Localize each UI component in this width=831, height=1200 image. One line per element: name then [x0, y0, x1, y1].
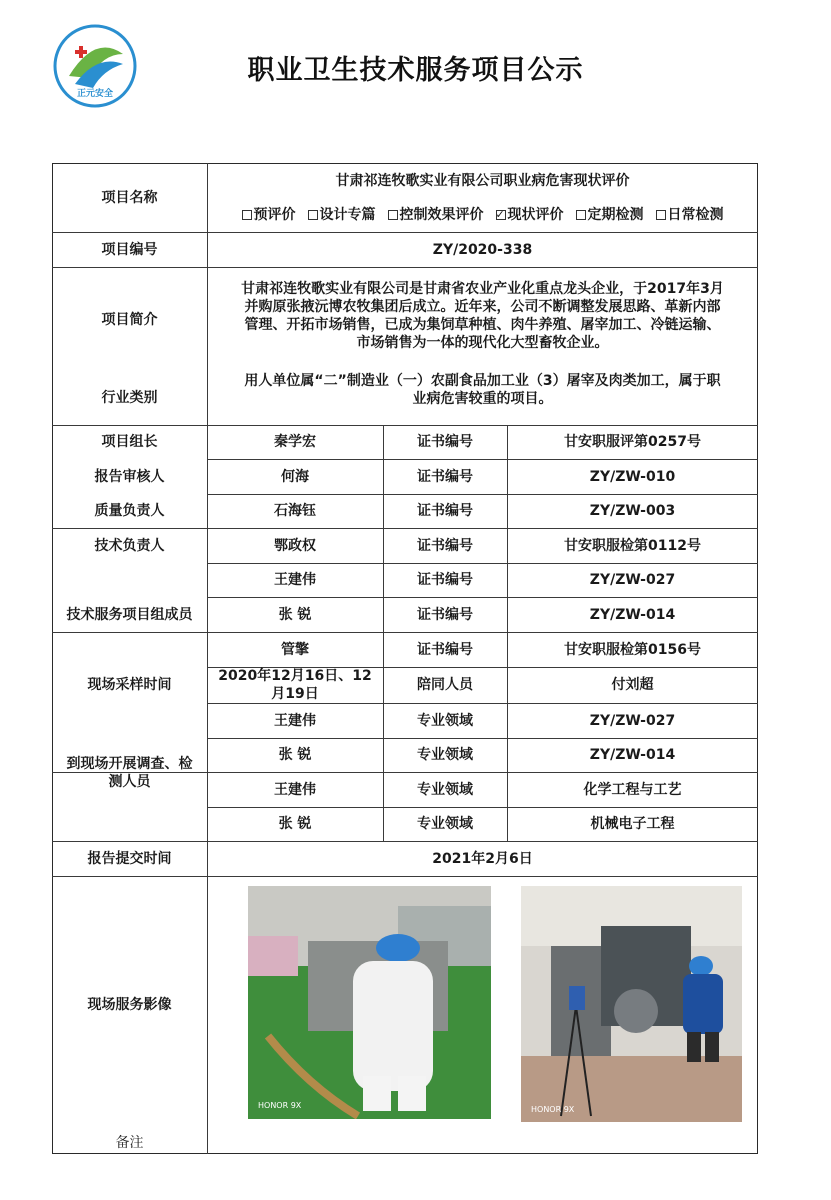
evaluation-type-option[interactable] [656, 206, 724, 224]
leader-cert: 甘安职服评第0257号 [564, 434, 701, 450]
tech-lead-cert-label: 证书编号 [417, 537, 473, 554]
tech-lead-label: 技术负责人 [94, 537, 165, 554]
intro-line: 甘肃祁连牧歌实业有限公司是甘肃省农业产业化重点龙头企业，于2017年3月 [241, 281, 724, 297]
site-staff-label: 到现场开展调查、检测人员 [66, 756, 193, 790]
checkbox-icon[interactable] [656, 210, 666, 220]
site-staff-name: 王建伟 [274, 712, 316, 729]
member-cert-label: 证书编号 [417, 641, 473, 658]
evaluation-type-option[interactable] [242, 206, 296, 224]
companion-label: 陪同人员 [417, 677, 473, 693]
evaluation-type-label: 日常检测 [667, 207, 724, 223]
site-photo-1 [248, 886, 491, 1119]
companion-name: 付刘超 [611, 677, 654, 693]
submit-time-value: 2021年2月6日 [432, 850, 533, 867]
members-label: 技术服务项目组成员 [66, 606, 193, 623]
leader-label: 项目组长 [101, 434, 158, 450]
site-staff-field-label: 专业领域 [417, 816, 473, 832]
industry-line: 用人单位属“二”制造业（一）农副食品加工业（3）屠宰及肉类加工，属于职 [244, 373, 721, 389]
logo-text: 正元安全 [76, 89, 114, 99]
site-staff-field: 化学工程与工艺 [583, 781, 682, 798]
sampling-time-label: 现场采样时间 [87, 677, 172, 693]
site-staff-field-label: 专业领域 [417, 712, 473, 729]
intro-line: 管理、开拓市场销售，已成为集饲草种植、肉牛养殖、屠宰加工、冷链运输、 [244, 317, 721, 333]
evaluation-type-option[interactable] [496, 206, 564, 224]
evaluation-type-option[interactable] [388, 206, 484, 224]
member-name: 管擎 [281, 641, 309, 658]
member-name: 张 锐 [278, 606, 312, 623]
evaluation-type-options [207, 202, 758, 228]
evaluation-type-label: 定期检测 [587, 207, 644, 223]
evaluation-type-label: 控制效果评价 [399, 207, 484, 223]
document-title: 职业卫生技术服务项目公示 [247, 55, 584, 86]
leader-cert-label: 证书编号 [417, 434, 473, 450]
industry-line: 业病危害较重的项目。 [412, 391, 553, 407]
project-name-label: 项目名称 [101, 189, 158, 206]
reviewer-cert: ZY/ZW-010 [589, 468, 676, 485]
site-staff-field: ZY/ZW-027 [589, 712, 676, 729]
industry-text [207, 368, 758, 412]
photo-watermark: HONOR 9X [258, 1101, 302, 1110]
member-cert: ZY/ZW-027 [589, 572, 676, 588]
site-staff-name: 王建伟 [274, 781, 316, 798]
checkbox-icon[interactable] [308, 210, 318, 220]
intro-line: 并购原张掖沅博农牧集团后成立。近年来，公司不断调整发展思路、革新内部 [244, 299, 721, 315]
site-photo-2 [521, 886, 742, 1122]
checked-checkbox-icon[interactable] [496, 210, 506, 220]
quality-label: 质量负责人 [94, 503, 165, 519]
evaluation-type-label: 预评价 [253, 207, 296, 223]
quality-name: 石海钰 [274, 503, 316, 519]
remarks-label: 备注 [115, 1135, 144, 1151]
member-cert: ZY/ZW-014 [589, 606, 676, 623]
photo-watermark: HONOR 9X [531, 1105, 575, 1114]
sampling-time-value: 2020年12月16日、12月19日 [218, 668, 372, 702]
evaluation-type-option[interactable] [308, 206, 376, 224]
site-staff-field-label: 专业领域 [417, 781, 473, 798]
project-intro-label: 项目简介 [101, 312, 158, 328]
project-number-label: 项目编号 [101, 241, 158, 258]
site-staff-name: 张 锐 [278, 816, 312, 832]
member-cert-label: 证书编号 [417, 606, 473, 623]
quality-cert: ZY/ZW-003 [589, 503, 676, 519]
checkbox-icon[interactable] [576, 210, 586, 220]
industry-label: 行业类别 [101, 390, 158, 406]
site-staff-field: ZY/ZW-014 [589, 747, 676, 763]
leader-name: 秦学宏 [274, 434, 316, 450]
intro-line: 市场销售为一体的现代化大型畜牧企业。 [356, 335, 609, 351]
evaluation-type-label: 现状评价 [507, 207, 564, 223]
site-staff-field-label: 专业领域 [417, 747, 473, 763]
project-number-value: ZY/2020-338 [432, 241, 533, 258]
checkbox-icon[interactable] [242, 210, 252, 220]
member-name: 王建伟 [274, 572, 316, 588]
evaluation-type-label: 设计专篇 [319, 207, 376, 223]
project-intro-text [207, 275, 758, 357]
site-images-label: 现场服务影像 [87, 997, 172, 1013]
tech-lead-cert: 甘安职服检第0112号 [564, 537, 701, 554]
tech-lead-name: 鄂政权 [274, 537, 316, 554]
evaluation-type-option[interactable] [576, 206, 644, 224]
member-cert-label: 证书编号 [417, 572, 473, 588]
submit-time-label: 报告提交时间 [87, 850, 172, 867]
checkbox-icon[interactable] [388, 210, 398, 220]
reviewer-cert-label: 证书编号 [417, 468, 473, 485]
site-staff-field: 机械电子工程 [590, 816, 675, 832]
site-staff-name: 张 锐 [278, 747, 312, 763]
quality-cert-label: 证书编号 [417, 503, 473, 519]
project-name-value: 甘肃祁连牧歌实业有限公司职业病危害现状评价 [335, 173, 630, 189]
reviewer-label: 报告审核人 [94, 468, 165, 485]
reviewer-name: 何海 [281, 468, 309, 485]
member-cert: 甘安职服检第0156号 [564, 641, 701, 658]
